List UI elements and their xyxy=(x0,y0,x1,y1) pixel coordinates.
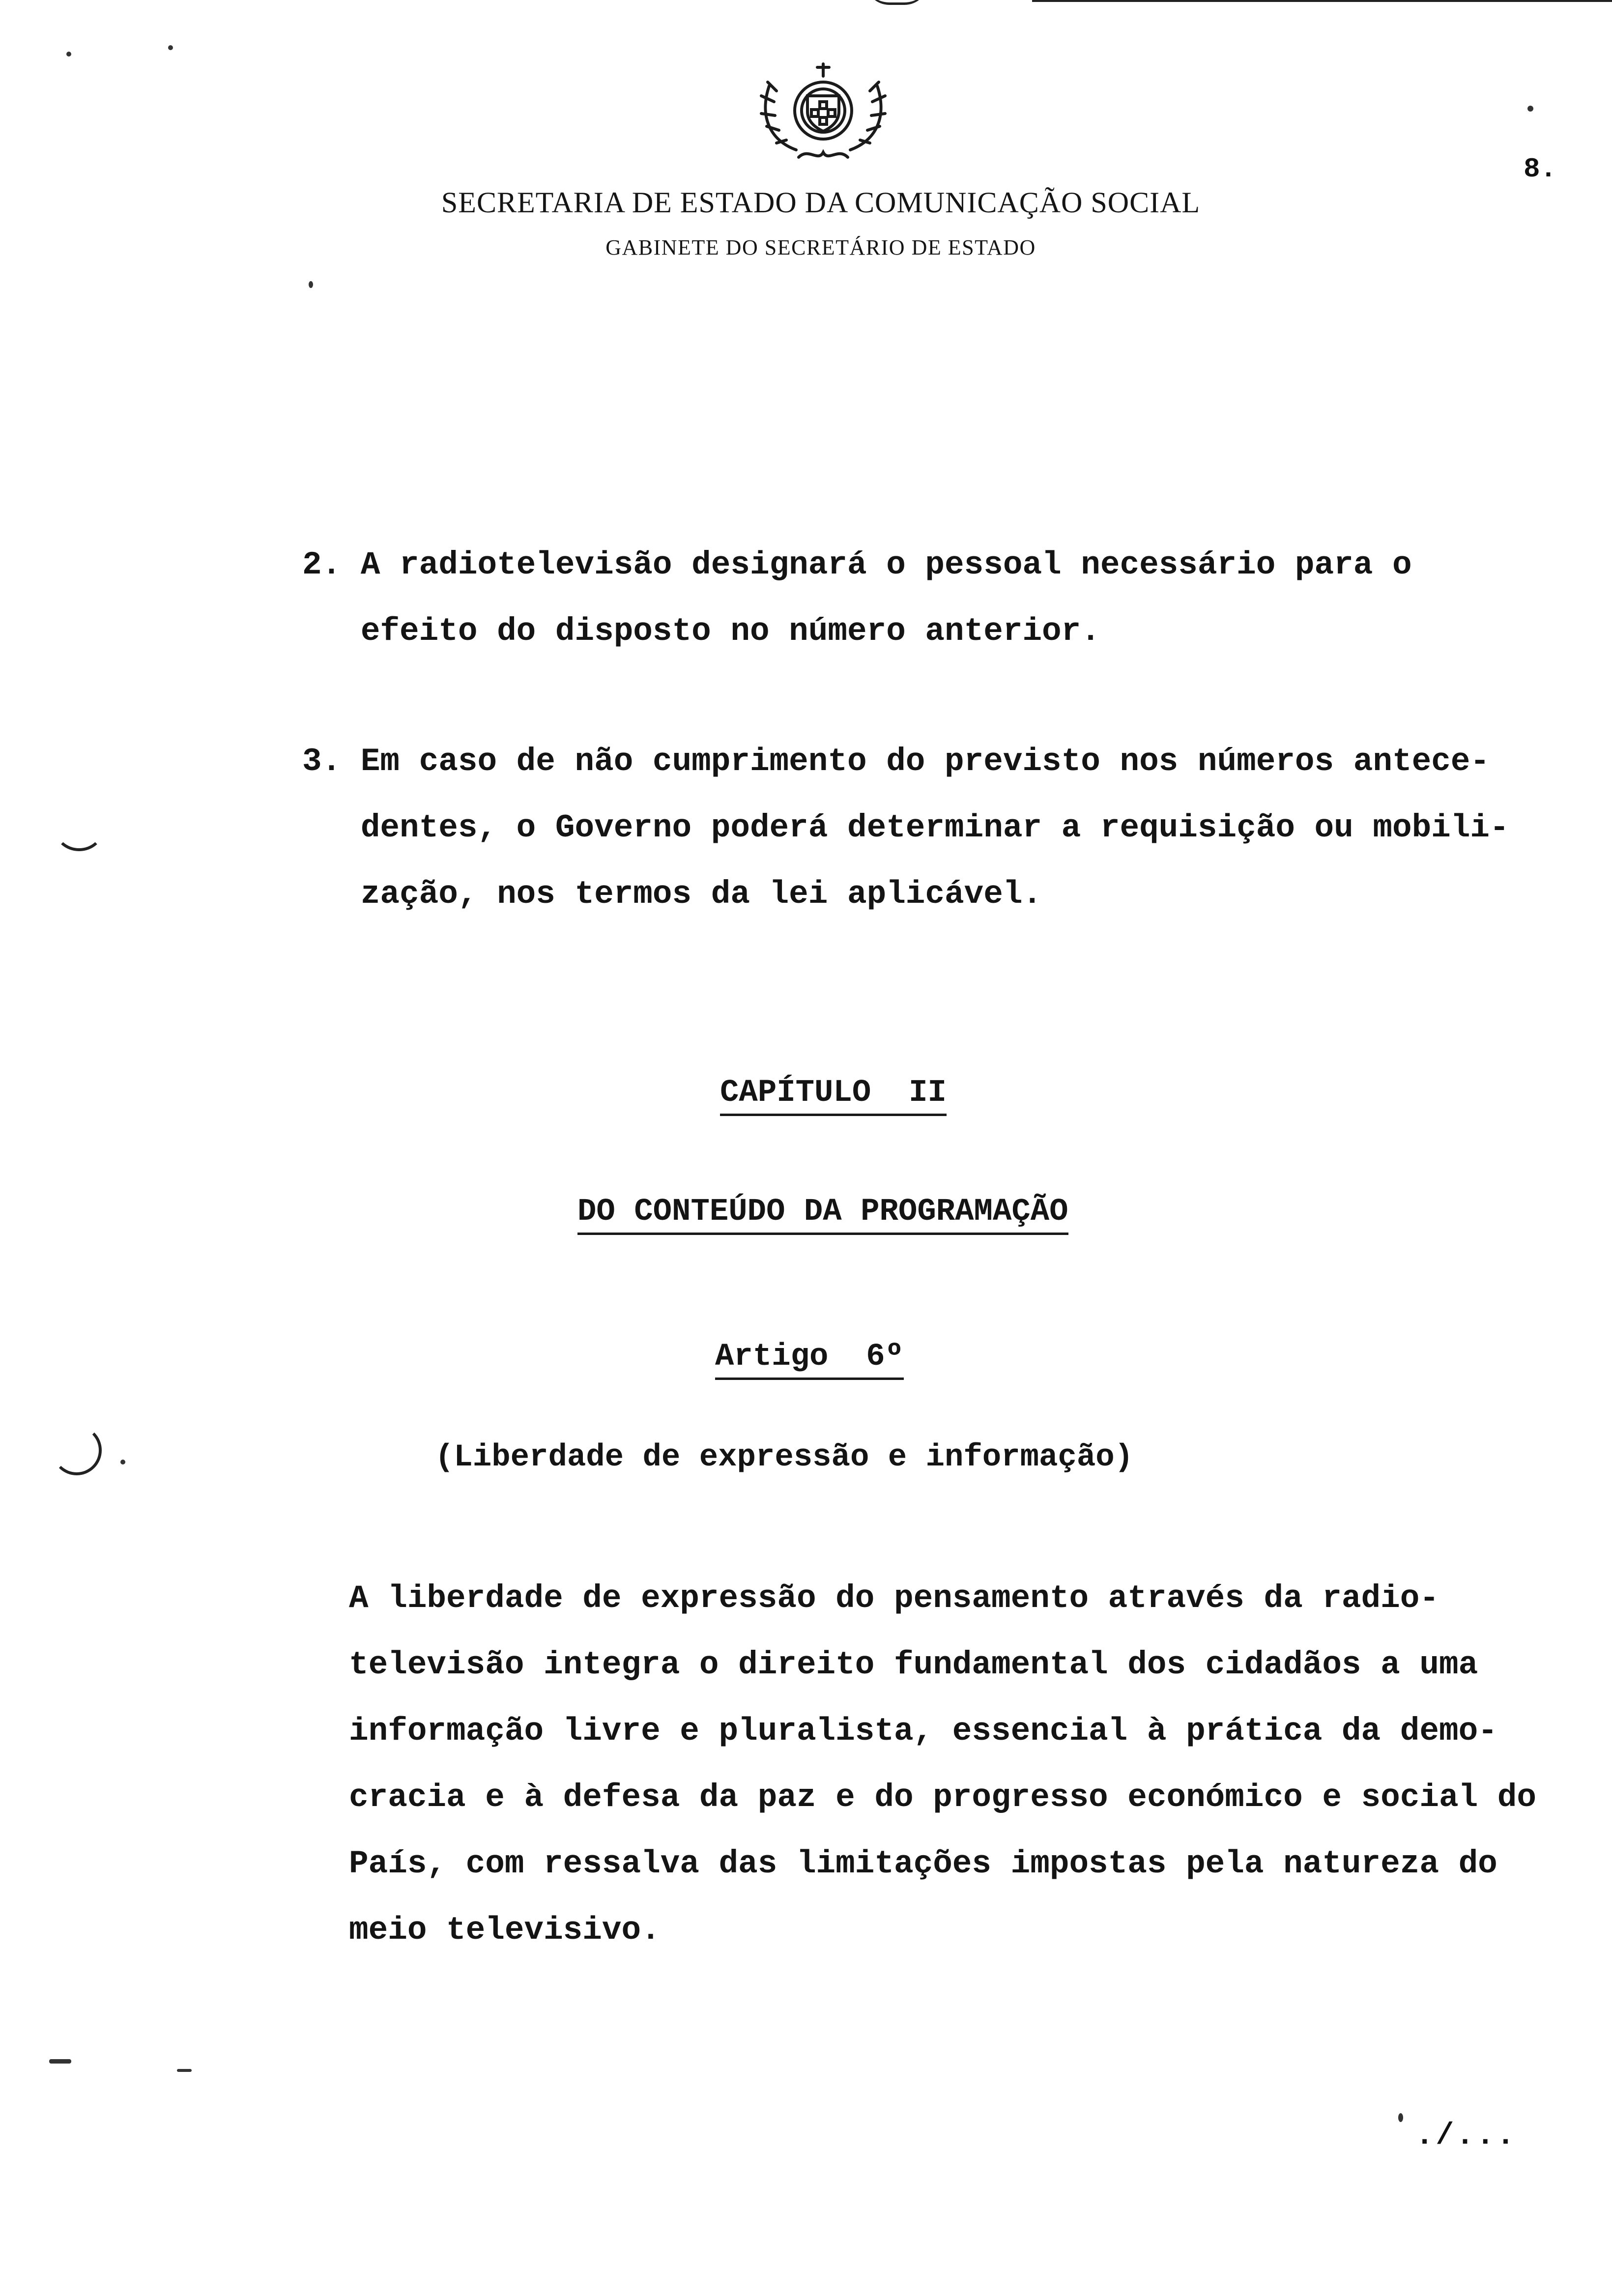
article-body xyxy=(349,1565,1536,1963)
scan-speck xyxy=(120,1460,125,1464)
top-hole-mark xyxy=(865,0,929,5)
article-body-line: País, com ressalva das limitações impostas pela natureza do xyxy=(349,1845,1497,1882)
paragraph-line: 2. A radiotelevisão designará o pessoal necessário para o xyxy=(302,546,1412,583)
scan-speck xyxy=(309,281,313,288)
margin-scan-mark xyxy=(52,1425,102,1475)
paragraph-line: 3. Em caso de não cumprimento do previsto nos números antece- xyxy=(302,743,1490,780)
top-border-line xyxy=(1032,0,1612,2)
article-body-line: meio televisivo. xyxy=(349,1912,661,1949)
scan-speck xyxy=(49,2059,71,2064)
scan-speck xyxy=(1398,2113,1403,2122)
article-number-text: Artigo 6º xyxy=(715,1339,904,1380)
article-body-line: A liberdade de expressão do pensamento através da radio- xyxy=(349,1580,1439,1617)
paragraph-3 xyxy=(302,728,1509,927)
continuation-mark: ./... xyxy=(1415,2118,1517,2153)
scan-speck xyxy=(177,2069,192,2072)
article-number xyxy=(715,1339,904,1375)
chapter-title xyxy=(720,1075,947,1111)
paragraph-line: zação, nos termos da lei aplicável. xyxy=(302,876,1042,913)
article-body-line: televisão integra o direito fundamental dos cidadãos a uma xyxy=(349,1646,1478,1683)
scan-speck xyxy=(66,52,71,57)
letterhead-title: SECRETARIA DE ESTADO DA COMUNICAÇÃO SOCIAL xyxy=(441,186,1201,219)
margin-scan-mark xyxy=(54,806,104,851)
scan-speck xyxy=(168,45,173,50)
paragraph-2 xyxy=(302,532,1412,664)
page-number: 8. xyxy=(1524,153,1557,185)
chapter-title-text: CAPÍTULO II xyxy=(720,1075,947,1116)
paragraph-line: efeito do disposto no número anterior. xyxy=(302,613,1100,650)
coat-of-arms-emblem xyxy=(749,57,897,167)
article-body-line: informação livre e pluralista, essencial à prática da demo- xyxy=(349,1713,1497,1750)
chapter-subtitle xyxy=(577,1194,1068,1230)
letterhead-subtitle: GABINETE DO SECRETÁRIO DE ESTADO xyxy=(605,235,1036,259)
paragraph-line: dentes, o Governo poderá determinar a requisição ou mobili- xyxy=(302,809,1509,846)
chapter-subtitle-text: DO CONTEÚDO DA PROGRAMAÇÃO xyxy=(577,1194,1068,1235)
scan-speck xyxy=(1527,106,1533,112)
article-heading: (Liberdade de expressão e informação) xyxy=(435,1440,1134,1475)
article-body-line: cracia e à defesa da paz e do progresso económico e social do xyxy=(349,1779,1536,1816)
